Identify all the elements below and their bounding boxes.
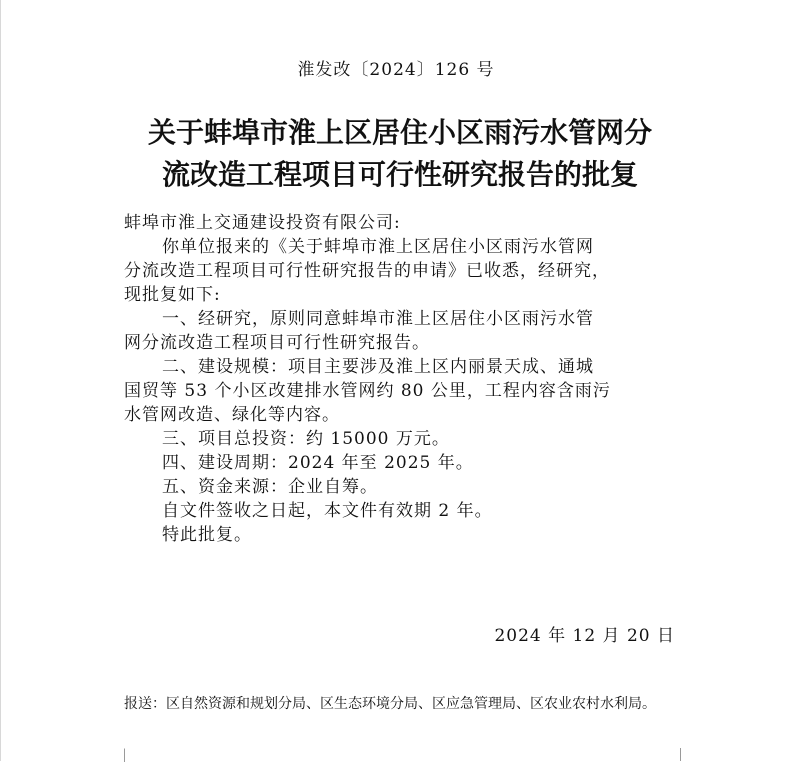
- cc-recipients: 报送：区自然资源和规划分局、区生态环境分局、区应急管理局、区农业农村水利局。: [124, 696, 656, 712]
- closing-line: 特此批复。: [162, 525, 252, 545]
- title-line-1: 关于蚌埠市淮上区居住小区雨污水管网分: [147, 116, 652, 149]
- body-line: 水管网改造、绿化等内容。: [124, 405, 340, 425]
- body-line: 现批复如下:: [124, 285, 221, 305]
- body-line: 你单位报来的《关于蚌埠市淮上区居住小区雨污水管网: [162, 237, 594, 257]
- body-line: 三、项目总投资：约 15000 万元。: [162, 429, 450, 449]
- body-line: 五、资金来源：企业自筹。: [162, 477, 378, 497]
- body-line: 四、建设周期：2024 年至 2025 年。: [162, 453, 474, 473]
- body-line: 网分流改造工程项目可行性研究报告。: [124, 333, 430, 353]
- document-title: [120, 112, 680, 196]
- page-corner-mark-right: [680, 748, 705, 761]
- document-body: [124, 211, 684, 547]
- document-number: 淮发改〔2024〕126 号: [297, 60, 495, 80]
- issue-date: 2024 年 12 月 20 日: [494, 626, 675, 646]
- page-edge: [0, 0, 1, 761]
- body-line: 分流改造工程项目可行性研究报告的申请》已收悉，经研究，: [124, 261, 610, 281]
- title-line-2: 流改造工程项目可行性研究报告的批复: [161, 158, 638, 191]
- addressee: 蚌埠市淮上交通建设投资有限公司:: [124, 213, 401, 233]
- body-line: 二、建设规模：项目主要涉及淮上区内丽景天成、通城: [162, 357, 594, 377]
- body-line: 国贸等 53 个小区改建排水管网约 80 公里，工程内容含雨污: [124, 381, 611, 401]
- body-line: 自文件签收之日起，本文件有效期 2 年。: [162, 501, 493, 521]
- page-corner-mark-left: [100, 748, 125, 762]
- body-line: 一、经研究，原则同意蚌埠市淮上区居住小区雨污水管: [162, 309, 594, 329]
